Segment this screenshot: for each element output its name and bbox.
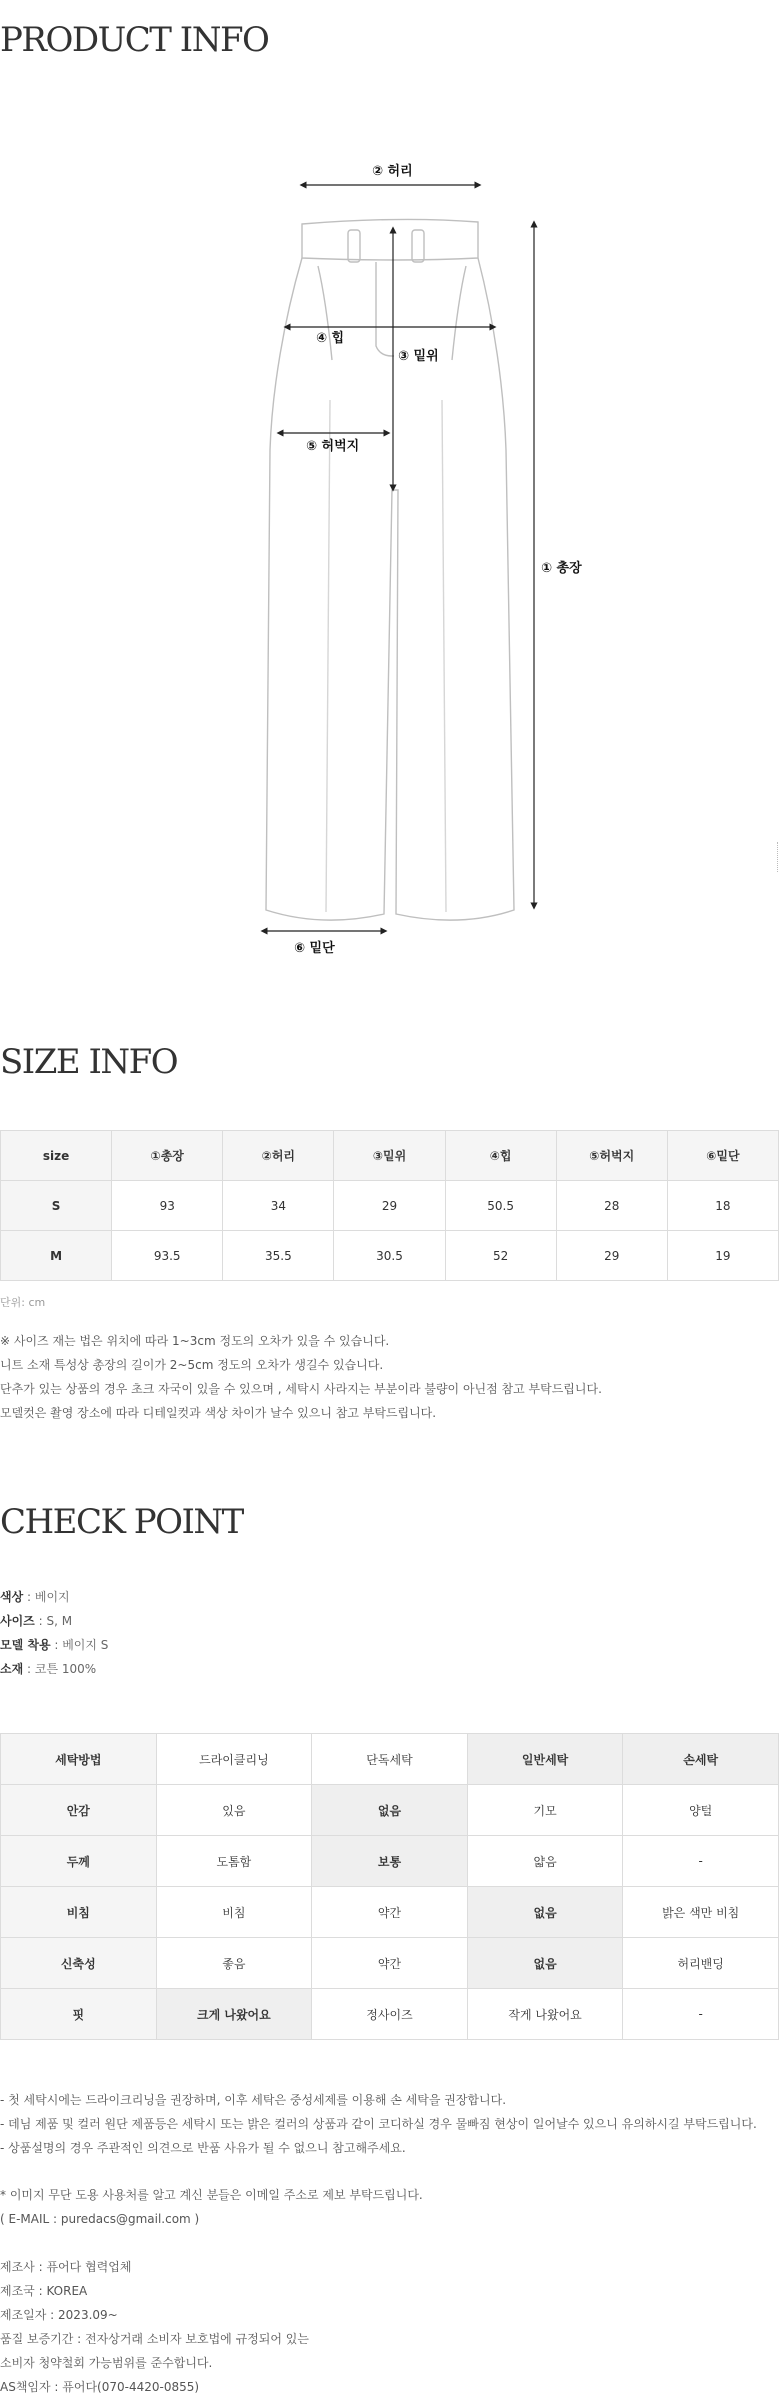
table-cell: 비침	[1, 1887, 157, 1938]
spec-value: : S, M	[34, 1614, 73, 1628]
manufacturer-line: 품질 보증기간 : 전자상거래 소비자 보호법에 규정되어 있는	[0, 2332, 309, 2346]
size-table	[0, 1130, 779, 1281]
waistband-outline	[302, 219, 478, 260]
manufacturer-line: 제조국 : KOREA	[0, 2284, 88, 2298]
table-cell: 얇음	[467, 1836, 623, 1887]
table-cell: 약간	[312, 1887, 468, 1938]
pants-measurement-diagram	[0, 150, 780, 970]
table-row	[1, 1989, 779, 2040]
table-cell: 도톰함	[156, 1836, 312, 1887]
table-cell: 신축성	[1, 1938, 157, 1989]
table-cell: 안감	[1, 1785, 157, 1836]
spec-label: 사이즈	[0, 1614, 35, 1628]
table-row	[1, 1938, 779, 1989]
table-cell: -	[623, 1836, 779, 1887]
size-label-cell: S	[1, 1181, 112, 1231]
table-cell: 30.5	[334, 1231, 445, 1281]
spec-label: 모델 착용	[0, 1638, 51, 1652]
table-cell: 단독세탁	[312, 1734, 468, 1785]
care-check-table	[0, 1733, 779, 2040]
table-cell: 없음	[467, 1887, 623, 1938]
manufacturer-info	[0, 2255, 309, 2399]
size-note-line: ※ 사이즈 재는 법은 위치에 따라 1~3cm 정도의 오차가 있을 수 있습니다.	[0, 1334, 390, 1348]
table-header-cell: ⑥밑단	[667, 1131, 778, 1181]
table-cell: 보통	[312, 1836, 468, 1887]
table-header-cell: size	[1, 1131, 112, 1181]
table-cell: 93.5	[112, 1231, 223, 1281]
size-note-line: 니트 소재 특성상 총장의 길이가 2~5cm 정도의 오차가 생길수 있습니다.	[0, 1358, 384, 1372]
table-row	[1, 1734, 779, 1785]
table-cell: 있음	[156, 1785, 312, 1836]
spec-item	[0, 1657, 108, 1681]
spec-item	[0, 1633, 108, 1657]
care-note-line: - 첫 세탁시에는 드라이크리닝을 권장하며, 이후 세탁은 중성세제를 이용해 손 세탁을 권장합니다.	[0, 2093, 507, 2107]
table-row	[1, 1836, 779, 1887]
table-header-cell: ②허리	[223, 1131, 334, 1181]
table-header-cell: ④힙	[445, 1131, 556, 1181]
table-cell: 93	[112, 1181, 223, 1231]
table-cell: 허리밴딩	[623, 1938, 779, 1989]
table-cell: 양털	[623, 1785, 779, 1836]
size-note-line: 단추가 있는 상품의 경우 초크 자국이 있을 수 있으며 , 세탁시 사라지는 부분이라 불량이 아닌점 참고 부탁드립니다.	[0, 1382, 602, 1396]
copyright-notice	[0, 2183, 423, 2231]
manufacturer-line: 제조일자 : 2023.09~	[0, 2308, 118, 2322]
spec-value: : 코튼 100%	[23, 1662, 97, 1676]
size-note-line: 모델컷은 촬영 장소에 따라 디테일컷과 색상 차이가 날수 있으니 참고 부탁드립니다.	[0, 1406, 437, 1420]
table-cell: 52	[445, 1231, 556, 1281]
spec-label: 소재	[0, 1662, 24, 1676]
manufacturer-line: 소비자 청약철회 가능범위를 준수합니다.	[0, 2356, 213, 2370]
copyright-line: * 이미지 무단 도용 사용처를 알고 계신 분들은 이메일 주소로 제보 부탁드립니다.	[0, 2188, 423, 2202]
table-cell: 드라이클리닝	[156, 1734, 312, 1785]
copyright-line: ( E-MAIL : puredacs@gmail.com )	[0, 2212, 200, 2226]
table-header-cell: ①총장	[112, 1131, 223, 1181]
product-spec-list	[0, 1585, 108, 1681]
table-cell: 28	[556, 1181, 667, 1231]
label-hem: ⑥ 밑단	[294, 941, 335, 956]
care-notes	[0, 2088, 757, 2160]
table-cell: 기모	[467, 1785, 623, 1836]
table-cell: 비침	[156, 1887, 312, 1938]
table-cell: 29	[334, 1181, 445, 1231]
table-cell: 35.5	[223, 1231, 334, 1281]
table-row	[1, 1181, 779, 1231]
table-cell: 없음	[467, 1938, 623, 1989]
table-cell: 없음	[312, 1785, 468, 1836]
spec-value: : 베이지	[23, 1590, 70, 1604]
table-cell: 핏	[1, 1989, 157, 2040]
label-length: ① 총장	[541, 561, 582, 576]
table-cell: 손세탁	[623, 1734, 779, 1785]
table-header-cell: ③밑위	[334, 1131, 445, 1181]
table-cell: 밝은 색만 비침	[623, 1887, 779, 1938]
table-row	[1, 1231, 779, 1281]
unit-note: 단위: cm	[0, 1296, 46, 1309]
label-hip: ④ 힙	[316, 331, 345, 346]
table-header-cell: ⑤허벅지	[556, 1131, 667, 1181]
label-thigh: ⑤ 허벅지	[306, 439, 360, 454]
size-table-header-row	[1, 1131, 779, 1181]
table-cell: 19	[667, 1231, 778, 1281]
product-info-title: PRODUCT INFO	[0, 20, 269, 60]
table-row	[1, 1785, 779, 1836]
table-cell: 29	[556, 1231, 667, 1281]
size-notes	[0, 1329, 602, 1425]
table-cell: 18	[667, 1181, 778, 1231]
table-cell: 일반세탁	[467, 1734, 623, 1785]
table-cell: 정사이즈	[312, 1989, 468, 2040]
table-cell: 34	[223, 1181, 334, 1231]
pants-outline	[266, 258, 514, 920]
table-cell: 크게 나왔어요	[156, 1989, 312, 2040]
manufacturer-line: AS책임자 : 퓨어다(070-4420-0855)	[0, 2380, 200, 2394]
size-label-cell: M	[1, 1231, 112, 1281]
size-info-title: SIZE INFO	[0, 1042, 178, 1082]
manufacturer-line: 제조사 : 퓨어다 협력업체	[0, 2260, 132, 2274]
table-cell: -	[623, 1989, 779, 2040]
table-cell: 50.5	[445, 1181, 556, 1231]
table-row	[1, 1887, 779, 1938]
table-cell: 세탁방법	[1, 1734, 157, 1785]
label-rise: ③ 밑위	[398, 349, 439, 364]
table-cell: 작게 나왔어요	[467, 1989, 623, 2040]
spec-label: 색상	[0, 1590, 24, 1604]
label-waist: ② 허리	[372, 164, 413, 179]
spec-value: : 베이지 S	[50, 1638, 109, 1652]
spec-item	[0, 1585, 108, 1609]
care-note-line: - 데님 제품 및 컬러 원단 제품등은 세탁시 또는 밝은 컬러의 상품과 같이 코디하실 경우 물빠짐 현상이 일어날수 있으니 유의하시길 부탁드립니다.	[0, 2117, 757, 2131]
table-cell: 좋음	[156, 1938, 312, 1989]
check-point-title: CHECK POINT	[0, 1502, 243, 1542]
spec-item	[0, 1609, 108, 1633]
table-cell: 약간	[312, 1938, 468, 1989]
care-note-line: - 상품설명의 경우 주관적인 의견으로 반품 사유가 될 수 없으니 참고해주세요.	[0, 2141, 406, 2155]
table-cell: 두께	[1, 1836, 157, 1887]
